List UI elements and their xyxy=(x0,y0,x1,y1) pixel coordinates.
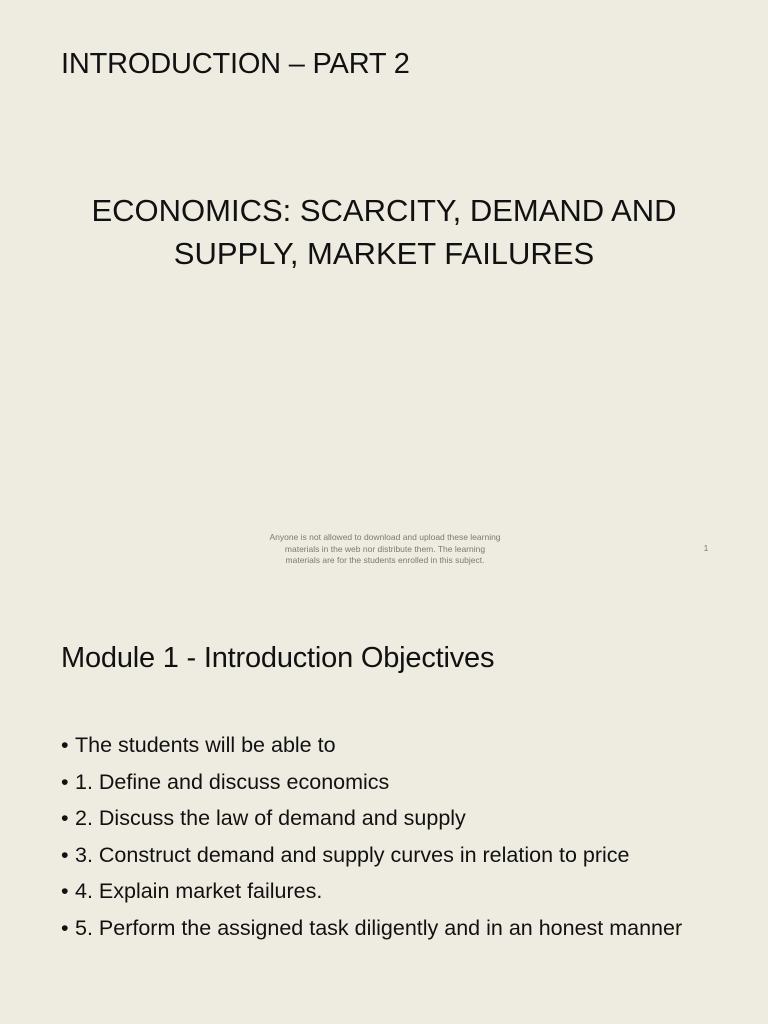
bullet-icon: • xyxy=(61,733,69,757)
bullet-icon: • xyxy=(61,842,69,867)
bullet-icon: • xyxy=(61,879,69,903)
objective-item xyxy=(61,842,711,869)
objective-text: The students will be able to xyxy=(75,733,336,757)
main-title xyxy=(40,189,728,275)
objective-text: 4. Explain market failures. xyxy=(75,879,323,903)
objective-text: 3. Construct demand and supply curves in relation to price xyxy=(75,842,630,867)
bullet-icon: • xyxy=(61,915,69,940)
objective-item xyxy=(61,915,711,942)
main-title-line-2: SUPPLY, MARKET FAILURES xyxy=(173,236,595,271)
section-title: INTRODUCTION – PART 2 xyxy=(61,48,410,80)
slide-2 xyxy=(0,576,768,1024)
objective-item xyxy=(61,769,711,796)
bullet-icon: • xyxy=(61,806,69,830)
objective-item xyxy=(61,805,711,832)
slide-number: 1 xyxy=(703,543,709,553)
objective-text: 1. Define and discuss economics xyxy=(75,769,390,794)
objectives-list xyxy=(61,732,711,951)
objective-text: 5. Perform the assigned task diligently and in an honest manner xyxy=(75,915,683,940)
copyright-notice xyxy=(222,532,548,567)
copyright-notice-line-3: materials are for the students enrolled in this subject. xyxy=(285,555,485,565)
copyright-notice-line-2: materials in the web nor distribute them. The learning xyxy=(284,543,486,554)
objective-item xyxy=(61,732,711,759)
bullet-icon: • xyxy=(61,769,69,794)
objective-item xyxy=(61,878,711,905)
main-title-line-1: ECONOMICS: SCARCITY, DEMAND AND xyxy=(91,193,677,228)
objective-text: 2. Discuss the law of demand and supply xyxy=(75,806,466,830)
module-title: Module 1 - Introduction Objectives xyxy=(61,642,495,674)
copyright-notice-line-1: Anyone is not allowed to download and upload these learning xyxy=(269,532,501,542)
